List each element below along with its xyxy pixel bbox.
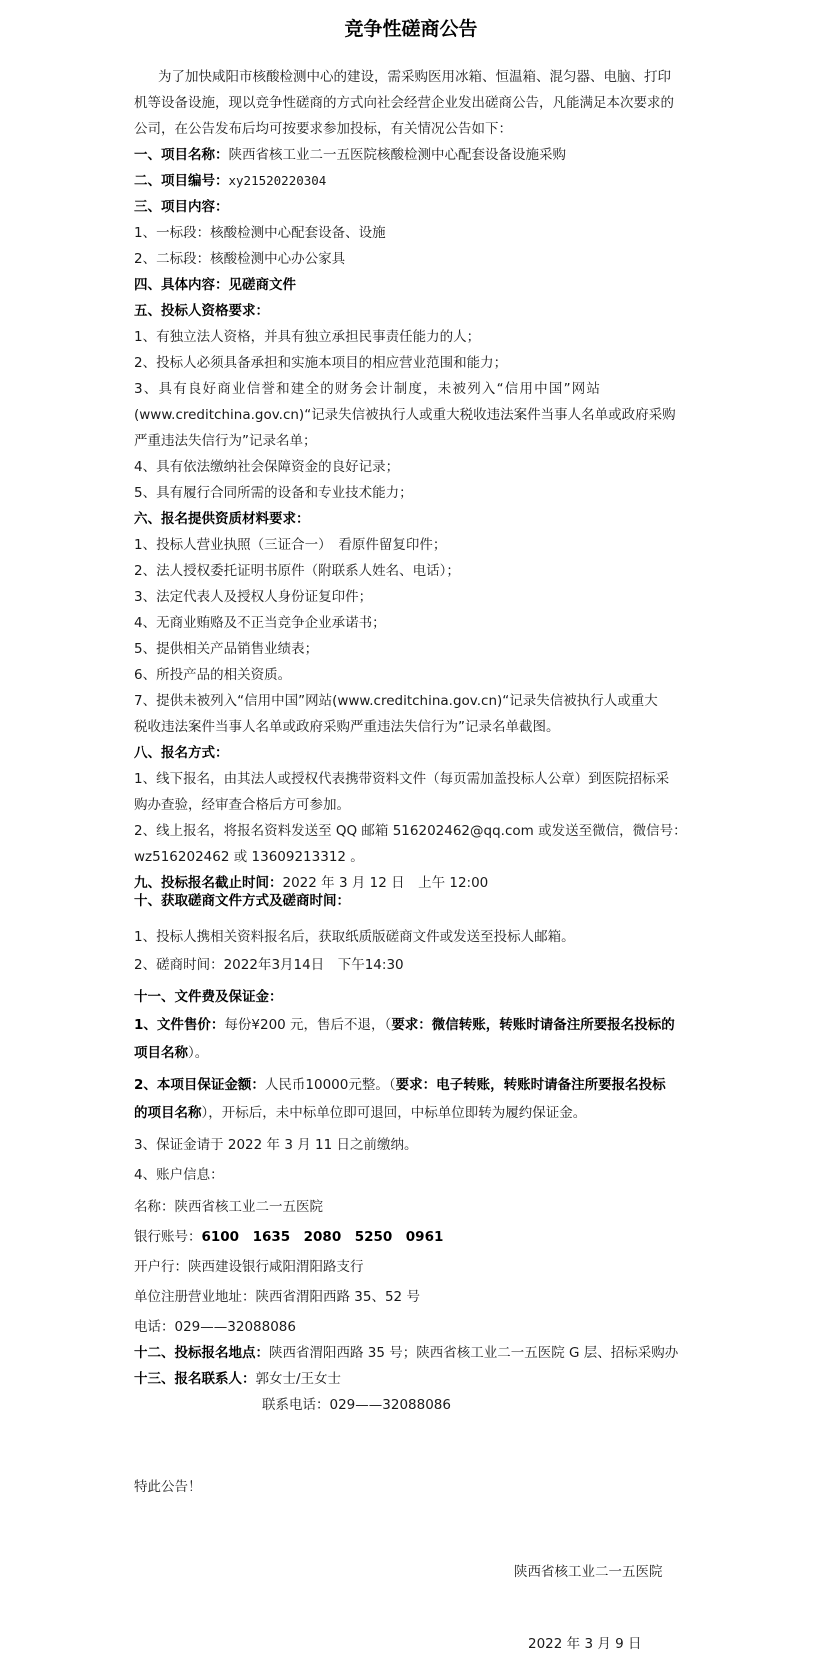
list-item: 6、所投产品的相关资质。 bbox=[134, 667, 292, 683]
section-label: 五、投标人资格要求： bbox=[134, 303, 269, 319]
fee-label: 1、文件售价： bbox=[134, 1017, 225, 1033]
deposit-label: 2、本项目保证金额： bbox=[134, 1077, 265, 1093]
signature-org: 陕西省核工业二一五医院 bbox=[514, 1564, 663, 1580]
fee-requirement: 项目名称 bbox=[134, 1045, 188, 1061]
account-bank-number: 6100 1635 2080 5250 0961 bbox=[201, 1229, 444, 1245]
list-item: 3、法定代表人及授权人身份证复印件； bbox=[134, 589, 373, 605]
account-branch: 开户行：陕西建设银行咸阳渭阳路支行 bbox=[134, 1259, 364, 1275]
intro-line: 机等设备设施，现以竞争性磋商的方式向社会经营企业发出磋商公告，凡能满足本次要求的 bbox=[134, 95, 674, 111]
section-label: 十二、投标报名地点： bbox=[134, 1345, 269, 1361]
list-item: 2、线上报名，将报名资料发送至 QQ 邮箱 516202462@qq.com 或发送至微信，微信号： bbox=[134, 823, 687, 839]
list-item: 税收违法案件当事人名单或政府采购严重违法失信行为”记录名单截图。 bbox=[134, 719, 560, 735]
list-item: 购办查验，经审查合格后方可参加。 bbox=[134, 797, 350, 813]
list-item: 4、账户信息： bbox=[134, 1167, 224, 1183]
section-contact bbox=[134, 1370, 341, 1388]
list-item: wz516202462 或 13609213312 。 bbox=[134, 849, 364, 865]
fee-end: ）。 bbox=[188, 1045, 209, 1061]
list-item: 5、提供相关产品销售业绩表； bbox=[134, 641, 319, 657]
signature-date: 2022 年 3 月 9 日 bbox=[528, 1636, 642, 1652]
list-item: 7、提供未被列入“信用中国”网站(www.creditchina.gov.cn)“记录失信被执行人或重大 bbox=[134, 693, 658, 709]
deposit-end: ），开标后，未中标单位即可退回，中标单位即转为履约保证金。 bbox=[201, 1105, 587, 1121]
list-item: 严重违法失信行为”记录名单； bbox=[134, 433, 317, 449]
section-label: 四、具体内容：见磋商文件 bbox=[134, 277, 296, 293]
document-title: 竞争性磋商公告 bbox=[344, 18, 478, 40]
closing-text: 特此公告！ bbox=[134, 1479, 202, 1495]
section-project-number bbox=[134, 172, 326, 190]
fee-line bbox=[134, 1016, 675, 1034]
fee-text: 每份¥200 元，售后不退，（ bbox=[224, 1017, 392, 1033]
section-location bbox=[134, 1344, 678, 1362]
section-qualification bbox=[134, 302, 269, 320]
list-item: 1、投标人携相关资料报名后，获取纸质版磋商文件或发送至投标人邮箱。 bbox=[134, 929, 575, 945]
section-document-access bbox=[134, 892, 350, 910]
list-item: 1、一标段：核酸检测中心配套设备、设施 bbox=[134, 225, 386, 241]
list-item: 1、投标人营业执照（三证合一） 看原件留复印件； bbox=[134, 537, 447, 553]
deposit-requirement: 要求：电子转账，转账时请备注所要报名投标 bbox=[395, 1077, 666, 1093]
section-label: 八、报名方式： bbox=[134, 745, 229, 761]
intro-line: 为了加快咸阳市核酸检测中心的建设，需采购医用冰箱、恒温箱、混匀器、电脑、打印 bbox=[158, 69, 671, 85]
deposit-text: 人民币10000元整。（ bbox=[264, 1077, 396, 1093]
list-item: 3、保证金请于 2022 年 3 月 11 日之前缴纳。 bbox=[134, 1137, 418, 1153]
deposit-line bbox=[134, 1104, 586, 1122]
section-deadline bbox=[134, 874, 488, 892]
section-materials bbox=[134, 510, 310, 528]
deposit-line bbox=[134, 1076, 666, 1094]
section-project-content bbox=[134, 198, 229, 216]
section-registration bbox=[134, 744, 229, 762]
section-text: xy21520220304 bbox=[228, 173, 327, 188]
account-name: 名称：陕西省核工业二一五医院 bbox=[134, 1199, 323, 1215]
section-label: 二、项目编号： bbox=[134, 173, 229, 189]
section-label: 十、获取磋商文件方式及磋商时间： bbox=[134, 893, 350, 909]
list-item: 2、法人授权委托证明书原件（附联系人姓名、电话）； bbox=[134, 563, 460, 579]
section-label: 九、投标报名截止时间： bbox=[134, 875, 283, 891]
account-phone: 电话：029——32088086 bbox=[134, 1319, 296, 1335]
list-item: (www.creditchina.gov.cn)“记录失信被执行人或重大税收违法案件当事人名单或政府采购 bbox=[134, 407, 676, 423]
section-text: 郭女士/王女士 bbox=[255, 1371, 342, 1387]
list-item: 3、具有良好商业信誉和建全的财务会计制度，未被列入“信用中国”网站 bbox=[134, 381, 602, 397]
section-label: 一、项目名称： bbox=[134, 147, 229, 163]
section-specific-content bbox=[134, 276, 296, 294]
section-text: 2022 年 3 月 12 日 上午 12:00 bbox=[282, 875, 489, 891]
list-item: 1、有独立法人资格，并具有独立承担民事责任能力的人； bbox=[134, 329, 481, 345]
section-text: 陕西省核工业二一五医院核酸检测中心配套设备设施采购 bbox=[228, 147, 566, 163]
list-item: 2、二标段：核酸检测中心办公家具 bbox=[134, 251, 346, 267]
section-text: 陕西省渭阳西路 35 号；陕西省核工业二一五医院 G 层、招标采购办 bbox=[269, 1345, 679, 1361]
list-item: 2、投标人必须具备承担和实施本项目的相应营业范围和能力； bbox=[134, 355, 508, 371]
account-bank-label: 银行账号： bbox=[134, 1229, 202, 1245]
list-item: 2、磋商时间：2022年3月14日 下午14:30 bbox=[134, 957, 404, 973]
intro-line: 公司，在公告发布后均可按要求参加投标，有关情况公告如下： bbox=[134, 121, 512, 137]
list-item: 4、具有依法缴纳社会保障资金的良好记录； bbox=[134, 459, 400, 475]
list-item: 4、无商业贿赂及不正当竞争企业承诺书； bbox=[134, 615, 386, 631]
section-project-name bbox=[134, 146, 566, 164]
section-label: 六、报名提供资质材料要求： bbox=[134, 511, 310, 527]
list-item: 1、线下报名，由其法人或授权代表携带资料文件（每页需加盖投标人公章）到医院招标采 bbox=[134, 771, 670, 787]
contact-phone: 联系电话：029——32088086 bbox=[262, 1397, 451, 1413]
account-bank-line bbox=[134, 1228, 443, 1246]
fee-requirement: 要求：微信转账，转账时请备注所要报名投标的 bbox=[391, 1017, 675, 1033]
section-label: 三、项目内容： bbox=[134, 199, 229, 215]
section-label: 十一、文件费及保证金： bbox=[134, 989, 283, 1005]
deposit-requirement: 的项目名称 bbox=[134, 1105, 202, 1121]
section-fees bbox=[134, 988, 283, 1006]
account-address: 单位注册营业地址：陕西省渭阳西路 35、52 号 bbox=[134, 1289, 420, 1305]
list-item: 5、具有履行合同所需的设备和专业技术能力； bbox=[134, 485, 413, 501]
fee-line bbox=[134, 1044, 208, 1062]
section-label: 十三、报名联系人： bbox=[134, 1371, 256, 1387]
